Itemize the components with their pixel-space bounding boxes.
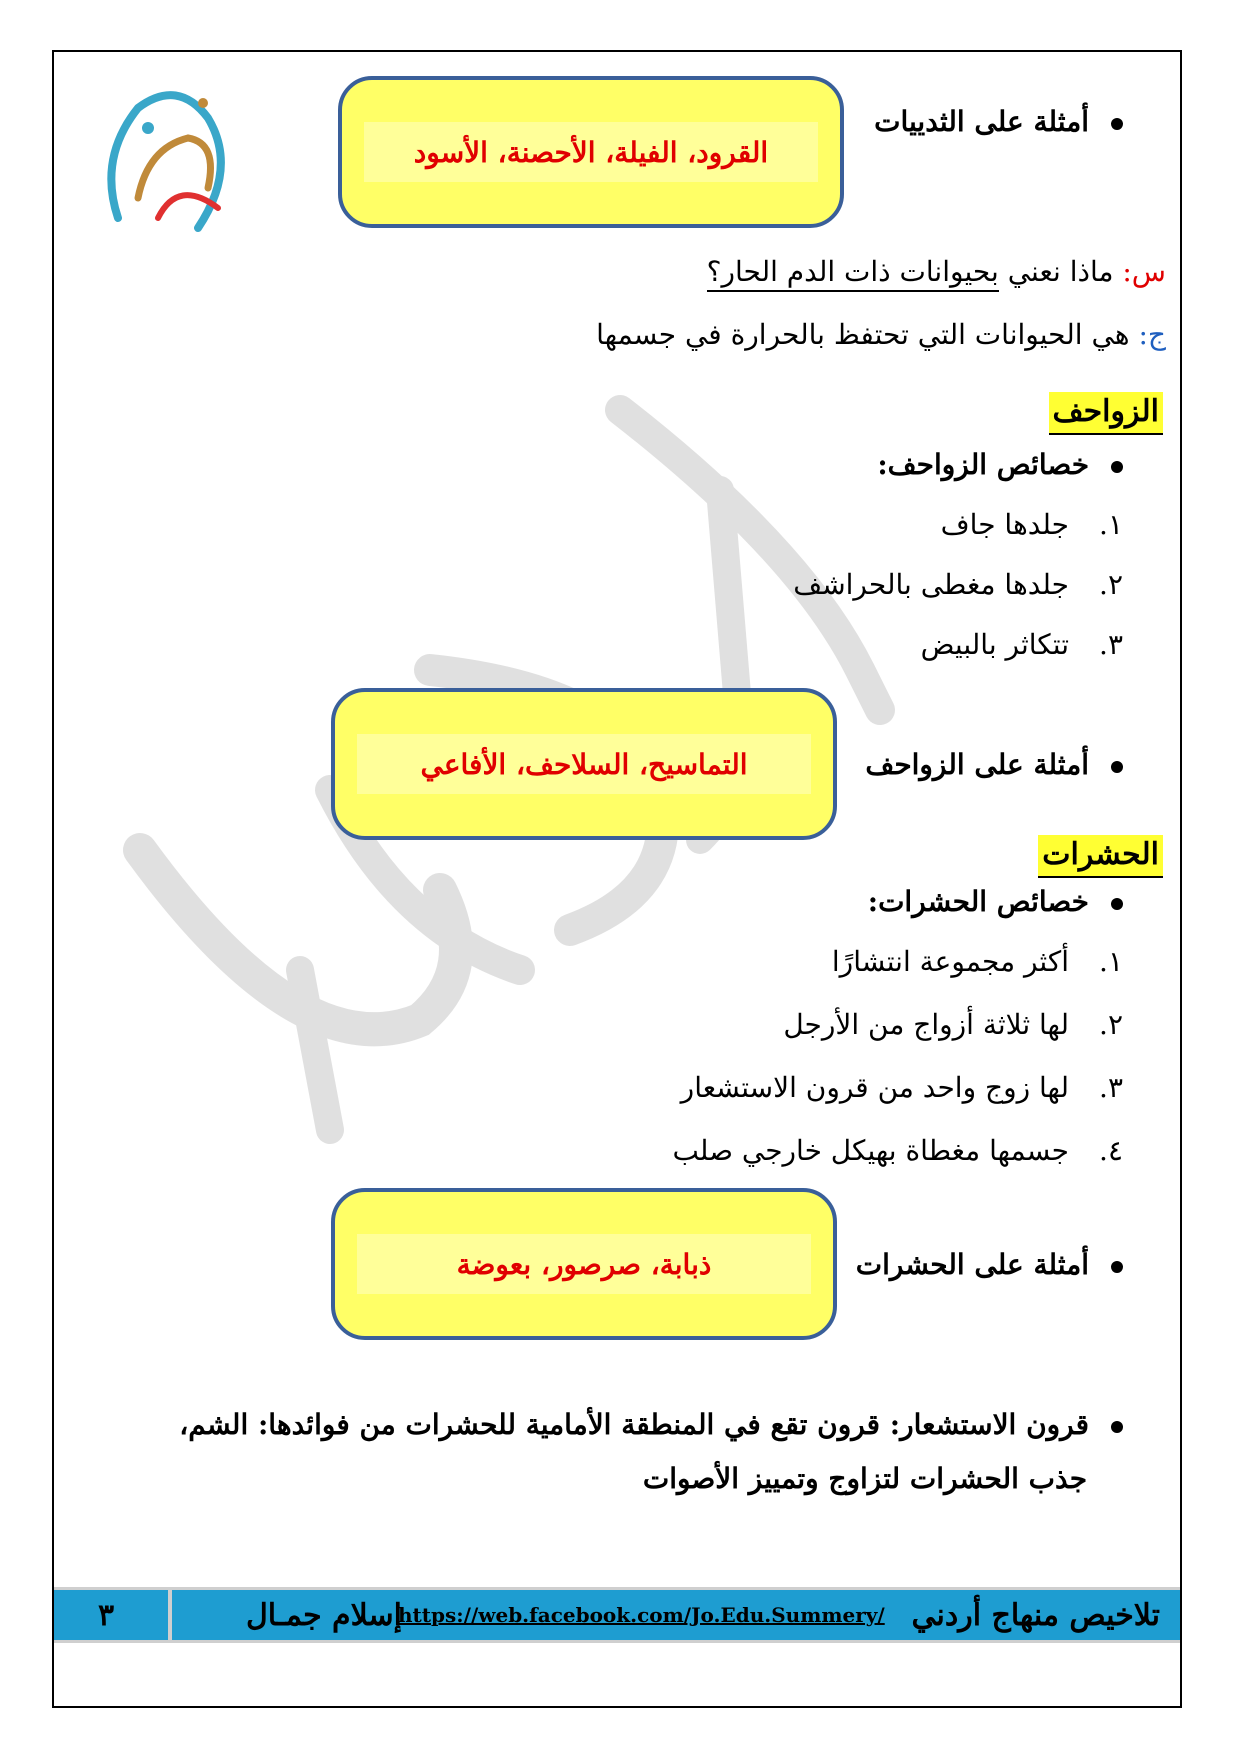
insects-examples-text: ذبابة، صرصور، بعوضة [456, 1247, 712, 1281]
mammals-examples-label: أمثلة على الثدييات [874, 105, 1123, 138]
reptiles-characteristics-label: خصائص الزواحف: [877, 448, 1123, 481]
reptiles-item-2: ٢.جلدها مغطى بالحراشف [793, 568, 1123, 601]
reptiles-item-3: ٣.تتكاثر بالبيض [920, 628, 1123, 661]
question-label: س: [1122, 255, 1166, 288]
question-prefix: ماذا نعني [1007, 255, 1114, 288]
bullet-icon [1111, 761, 1123, 773]
page-number: ٣ [98, 1597, 115, 1633]
reptiles-heading: الزواحف [1049, 392, 1163, 435]
bullet-icon [1111, 461, 1123, 473]
footer-bar [54, 1587, 1180, 1643]
insects-item-2: ٢.لها ثلاثة أزواج من الأرجل [783, 1008, 1123, 1041]
question-underlined: بحيوانات ذات الدم الحار؟ [707, 255, 999, 292]
antennae-note-line2: جذب الحشرات لتزاوج وتمييز الأصوات [642, 1462, 1087, 1495]
insects-characteristics-label: خصائص الحشرات: [868, 885, 1123, 918]
insects-examples-box [331, 1188, 837, 1340]
bullet-icon [1111, 1261, 1123, 1273]
reptiles-examples-box [331, 688, 837, 840]
logo-calligraphy [88, 68, 248, 248]
answer-text: هي الحيوانات التي تحتفظ بالحرارة في جسمها [596, 318, 1130, 351]
insects-heading: الحشرات [1038, 835, 1163, 878]
question-line [707, 255, 1166, 288]
insects-item-4: ٤.جسمها مغطاة بهيكل خارجي صلب [672, 1134, 1123, 1167]
mammals-examples-box [338, 76, 844, 228]
footer-title: تلاخيص منهاج أردني [911, 1597, 1160, 1633]
footer-author: إسلام جمـال [246, 1597, 403, 1633]
insects-examples-label: أمثلة على الحشرات [856, 1248, 1123, 1281]
antennae-note-line1: قرون الاستشعار: قرون تقع في المنطقة الأمامية للحشرات من فوائدها: الشم، [179, 1408, 1123, 1441]
reptiles-examples-text: التماسيح، السلاحف، الأفاعي [420, 747, 748, 781]
answer-label: ج: [1138, 318, 1166, 351]
answer-line [596, 318, 1166, 351]
insects-item-1: ١.أكثر مجموعة انتشارًا [831, 945, 1123, 978]
reptiles-examples-label: أمثلة على الزواحف [865, 748, 1123, 781]
bullet-icon [1111, 1421, 1123, 1433]
footer-facebook-link[interactable]: https://web.facebook.com/Jo.Edu.Summery/ [398, 1603, 885, 1627]
bullet-icon [1111, 898, 1123, 910]
bullet-icon [1111, 118, 1123, 130]
mammals-examples-text: القرود، الفيلة، الأحصنة، الأسود [413, 135, 769, 169]
insects-item-3: ٣.لها زوج واحد من قرون الاستشعار [680, 1071, 1123, 1104]
reptiles-item-1: ١.جلدها جاف [940, 508, 1123, 541]
footer-divider [168, 1590, 172, 1640]
